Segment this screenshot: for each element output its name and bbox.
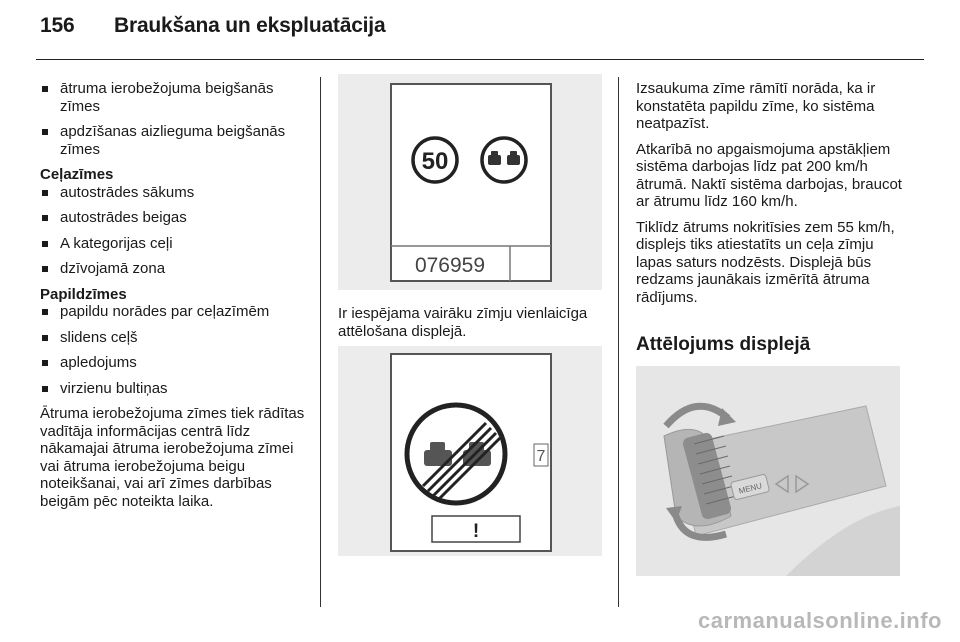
watermark: carmanualsonline.info <box>698 608 942 633</box>
list-item: A kategorijas ceļi <box>40 235 308 253</box>
list-item: autostrādes sākums <box>40 184 308 202</box>
section-title: Braukšana un ekspluatācija <box>114 14 386 37</box>
list-item: apledojums <box>40 354 308 372</box>
list-item: papildu norādes par ceļazīmēm <box>40 303 308 321</box>
subheading-papildzimes: Papildzīmes <box>40 285 127 303</box>
list-item: virzienu bultiņas <box>40 380 308 398</box>
body-paragraph: Atkarībā no apgaismojuma apstākļiem sistēma darbojas līdz pat 200 km/h ātrumā. Naktī sistēma darbojas, braucot ar ātrumu līdz 160 km/h. <box>636 140 902 210</box>
turn-signal-stalk-illustration <box>636 366 900 576</box>
page-number: 156 <box>40 14 75 37</box>
body-paragraph: Tiklīdz ātrums nokritīsies zem 55 km/h, displejs tiks atiestatīts un ceļa zīmju lapas saturs nodzēsts. Displejā būs redzams jaunākais izmērītā ātruma rādījums. <box>636 218 895 306</box>
figure-code: 076959 <box>414 254 486 277</box>
column-1 <box>40 80 308 518</box>
column-divider <box>618 77 619 607</box>
list-item: slidens ceļš <box>40 329 308 347</box>
subheading-celazimes: Ceļazīmes <box>40 166 114 183</box>
column-divider <box>320 77 321 607</box>
list-item: apdzīšanas aizlieguma beigšanās zīmes <box>40 123 308 158</box>
column-3 <box>636 80 908 314</box>
header-rule <box>36 59 924 60</box>
body-paragraph: Izsaukuma zīme rāmītī norāda, ka ir konstatēta papildu zīme, ko sistēma neatpazīst. <box>636 80 876 132</box>
list-item: ātruma ierobežojuma beigšanās zīmes <box>40 80 308 115</box>
speed-limit-value: 50 <box>421 148 449 175</box>
section-heading: Attēlojums displejā <box>636 334 811 355</box>
list-item: autostrādes beigas <box>40 209 308 227</box>
end-of-no-overtaking-sign-icon <box>407 405 505 503</box>
display-panel-illustration <box>338 346 602 556</box>
figure-caption <box>338 305 613 348</box>
caption-text: Ir iespējama vairāku zīmju vienlaicīga attēlošana displejā. <box>338 305 588 340</box>
menu-label: MENU <box>737 481 763 496</box>
sign-display-figure-2 <box>338 346 602 556</box>
side-counter: 7 <box>536 448 546 465</box>
list-item: dzīvojamā zona <box>40 260 308 278</box>
page-header <box>40 14 385 38</box>
display-frame <box>391 84 551 281</box>
body-paragraph: Ātruma ierobežojuma zīmes tiek rādītas vadītāja informācijas centrā līdz nākamajai ātruma ierobežojuma zīmei vai ātruma ierobežojuma beigu noteikšanai, vai arī zīmes darbības beigām pēc noteikta laika. <box>40 405 305 510</box>
exclamation-mark: ! <box>472 521 480 542</box>
display-panel-illustration <box>338 74 602 290</box>
stalk-control-figure <box>636 366 900 576</box>
no-overtaking-sign-icon <box>482 138 526 182</box>
sign-display-figure-1 <box>338 74 602 290</box>
